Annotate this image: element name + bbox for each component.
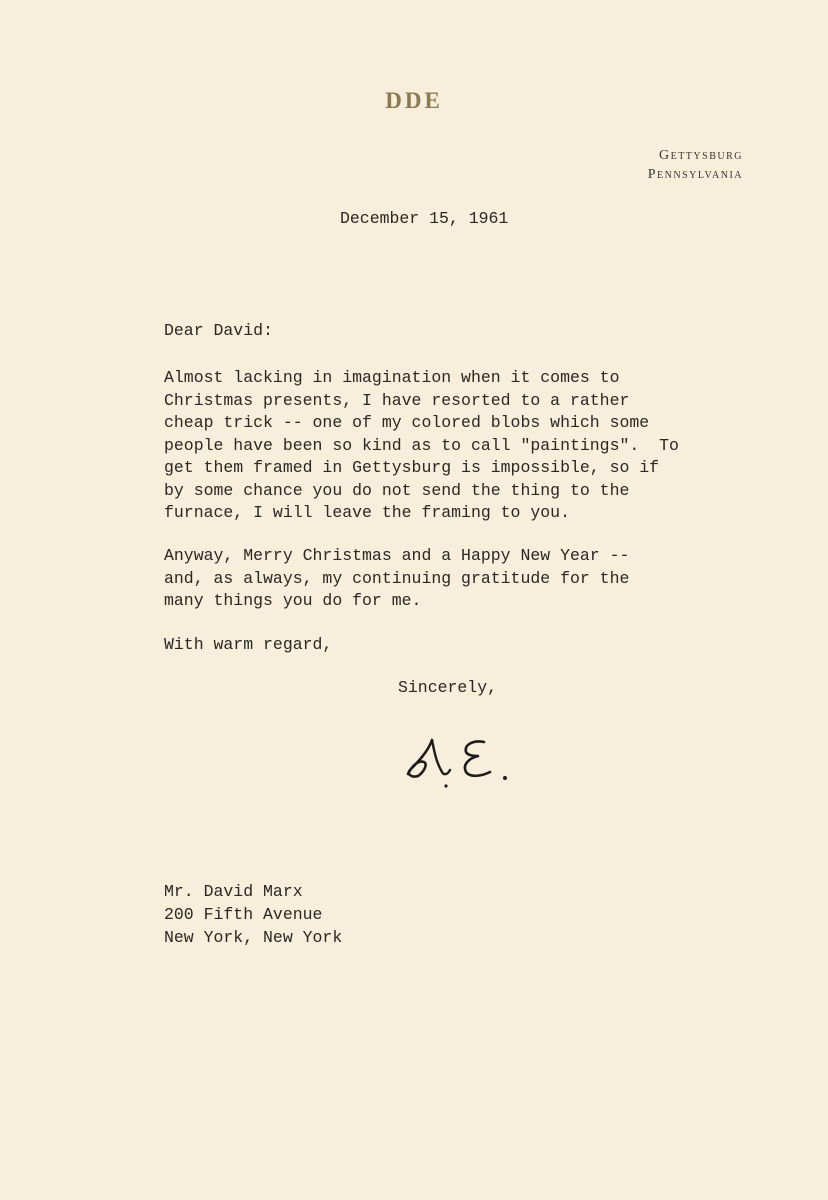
closing: With warm regard,: [164, 635, 333, 654]
paragraph-1: [164, 367, 704, 525]
paragraph-line: cheap trick -- one of my colored blobs which some: [164, 413, 650, 432]
paragraph-line: get them framed in Gettysburg is impossible, so if: [164, 458, 660, 477]
paragraph-line: furnace, I will leave the framing to you.: [164, 503, 570, 522]
paragraph-line: and, as always, my continuing gratitude for the: [164, 568, 630, 588]
paragraph-line: many things you do for me.: [164, 591, 422, 610]
paragraph-2: [164, 545, 704, 613]
letterhead-monogram: DDE: [385, 88, 443, 113]
recipient-address: [164, 880, 342, 949]
letter-date: December 15, 1961: [340, 209, 509, 228]
handwritten-signature: [398, 722, 528, 792]
paragraph-line: Almost lacking in imagination when it comes to: [164, 368, 620, 387]
paragraph-line: Christmas presents, I have resorted to a rather: [164, 390, 630, 410]
location-city: Gettysburg: [658, 148, 743, 163]
recipient-street: 200 Fifth Avenue: [164, 905, 323, 924]
salutation: Dear David:: [164, 321, 273, 340]
signoff: Sincerely,: [398, 678, 498, 697]
paragraph-line: by some chance you do not send the thing to the: [164, 480, 630, 500]
recipient-name: Mr. David Marx: [164, 882, 303, 901]
paragraph-line: Anyway, Merry Christmas and a Happy New Year --: [164, 546, 630, 565]
letterhead-location: [648, 146, 743, 184]
recipient-city: New York, New York: [164, 928, 343, 947]
paragraph-line: people have been so kind as to call "paintings". To: [164, 435, 679, 455]
location-state: Pennsylvania: [647, 167, 743, 182]
